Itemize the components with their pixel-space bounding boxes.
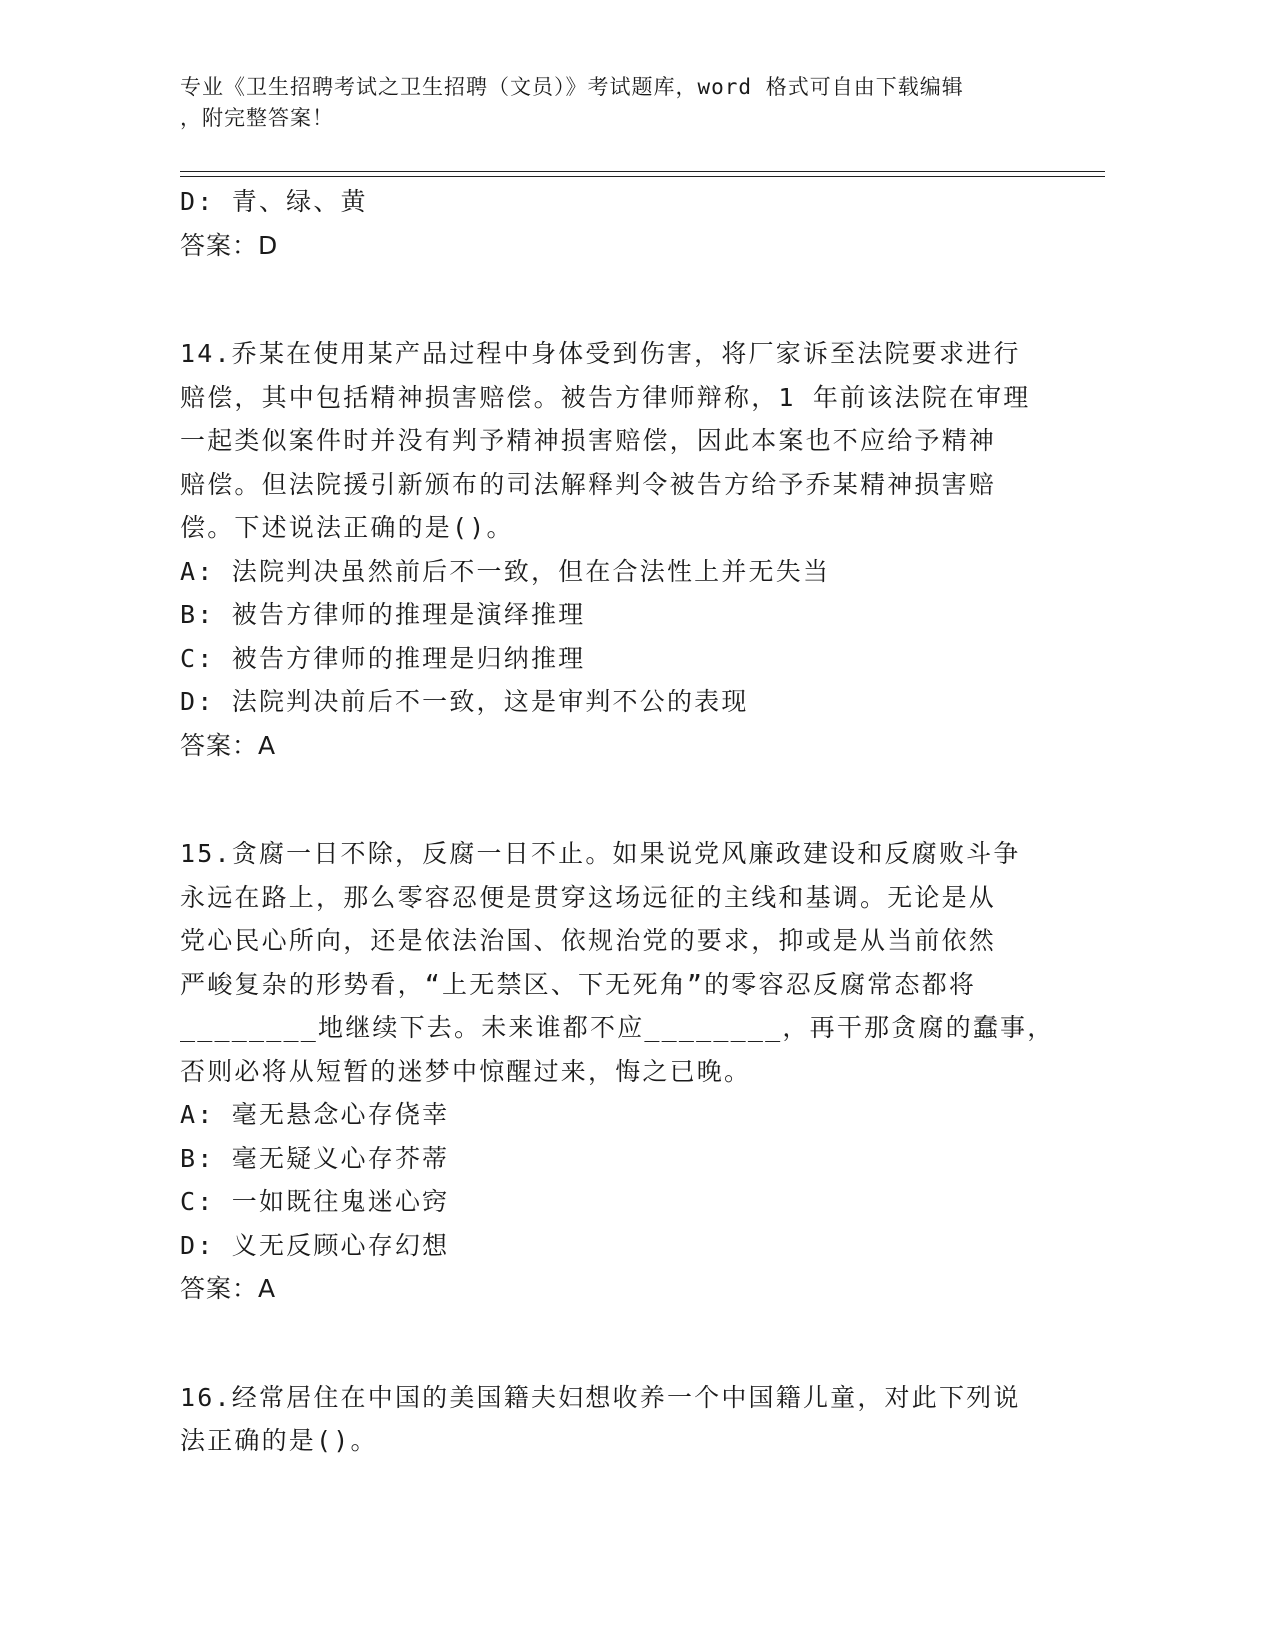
question-stem-line: 严峻复杂的形势看，“上无禁区、下无死角”的零容忍反腐常态都将 bbox=[180, 969, 977, 999]
question-14 bbox=[180, 332, 1080, 767]
question-stem-line: 永远在路上，那么零容忍便是贯穿这场远征的主线和基调。无论是从 bbox=[180, 882, 997, 912]
question-stem-line: 14.乔某在使用某产品过程中身体受到伤害，将厂家诉至法院要求进行 bbox=[180, 339, 1021, 368]
question-stem-line: 一起类似案件时并没有判予精神损害赔偿，因此本案也不应给予精神 bbox=[180, 426, 997, 455]
spacer bbox=[180, 767, 1080, 832]
header-divider bbox=[180, 171, 1105, 172]
question-16 bbox=[180, 1376, 1080, 1463]
question-stem-line: 赔偿，其中包括精神损害赔偿。被告方律师辩称，1 年前该法院在审理 bbox=[180, 382, 1031, 412]
option-a: A: 法院判决虽然前后不一致，但在合法性上并无失当 bbox=[180, 556, 831, 586]
option-d: D: 法院判决前后不一致，这是审判不公的表现 bbox=[180, 687, 749, 716]
option-d: D: 青、绿、黄 bbox=[180, 187, 368, 216]
header-line: 专业《卫生招聘考试之卫生招聘（文员）》考试题库，word 格式可自由下载编辑 bbox=[180, 75, 964, 99]
option-a: A: 毫无悬念心存侥幸 bbox=[180, 1100, 450, 1129]
question-13-tail bbox=[180, 180, 1080, 267]
question-15 bbox=[180, 832, 1080, 1311]
question-stem-line: 15.贪腐一日不除，反腐一日不止。如果说党风廉政建设和反腐败斗争 bbox=[180, 839, 1021, 868]
question-stem-line: 16.经常居住在中国的美国籍夫妇想收养一个中国籍儿童，对此下列说 bbox=[180, 1382, 1021, 1412]
option-b: B: 毫无疑义心存芥蒂 bbox=[180, 1143, 450, 1173]
answer: 答案：D bbox=[180, 230, 279, 260]
option-d: D: 义无反顾心存幻想 bbox=[180, 1230, 450, 1260]
header-line: ，附完整答案！ bbox=[180, 106, 334, 130]
question-stem-line: 法正确的是()。 bbox=[180, 1426, 378, 1455]
answer: 答案：A bbox=[180, 730, 277, 760]
page-header bbox=[180, 72, 1060, 134]
question-stem-line: ________地继续下去。未来谁都不应________，再干那贪腐的蠢事， bbox=[180, 1013, 1055, 1042]
question-stem-line: 党心民心所向，还是依法治国、依规治党的要求，抑或是从当前依然 bbox=[180, 926, 997, 955]
document-body bbox=[180, 180, 1080, 1463]
question-stem-line: 赔偿。但法院援引新颁布的司法解释判令被告方给予乔某精神损害赔 bbox=[180, 469, 997, 499]
answer: 答案：A bbox=[180, 1274, 277, 1303]
question-stem-line: 否则必将从短暂的迷梦中惊醒过来，悔之已晚。 bbox=[180, 1056, 752, 1086]
option-b: B: 被告方律师的推理是演绎推理 bbox=[180, 600, 586, 629]
option-c: C: 被告方律师的推理是归纳推理 bbox=[180, 643, 586, 673]
spacer bbox=[180, 1311, 1080, 1376]
spacer bbox=[180, 267, 1080, 332]
header-divider bbox=[180, 176, 1105, 177]
question-stem-line: 偿。下述说法正确的是()。 bbox=[180, 513, 514, 542]
option-c: C: 一如既往鬼迷心窍 bbox=[180, 1187, 450, 1216]
